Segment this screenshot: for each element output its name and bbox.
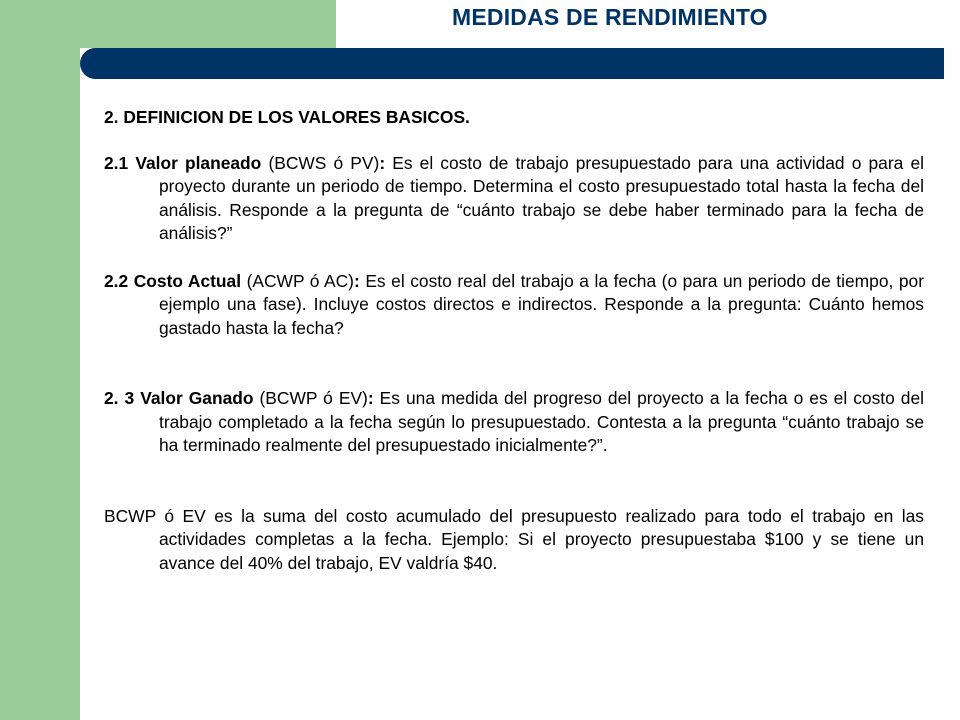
definition-number: 2. 3 <box>104 388 135 408</box>
top-accent-block <box>80 0 336 48</box>
definition-planned-value <box>104 152 924 246</box>
definition-earned-value <box>104 387 924 458</box>
definition-body: Es el costo real del trabajo a la fecha (o para un periodo de tiempo, por ejemplo una fase). Incluye costos directos e indirectos. Responde a la pregunta: Cuánto hemos gastado hasta la fecha? <box>159 270 925 338</box>
definition-term: Costo Actual <box>133 270 242 291</box>
definition-colon: : <box>353 270 360 291</box>
definition-body: Es el costo de trabajo presupuestado para una actividad o para el proyecto durante un periodo de tiempo. Determina el costo presupuestado total hasta la fecha del análisis. Responde a la pregunta de “cuánto trabajo se debe haber terminado para la fecha de análisis?” <box>159 152 924 243</box>
band-corner <box>80 79 120 99</box>
definition-number: 2.1 <box>104 152 129 173</box>
slide-title: MEDIDAS DE RENDIMIENTO <box>452 4 768 30</box>
definition-colon: : <box>379 152 386 173</box>
definition-body: Es una medida del progreso del proyecto a la fecha o es el costo del trabajo completado a la fecha según lo presupuestado. Contesta a la pregunta “cuánto trabajo se ha terminado realmente del presupuestado inicialmente?”. <box>159 388 924 455</box>
definition-actual-cost <box>104 270 924 341</box>
definition-abbr: (ACWP ó AC) <box>246 270 354 291</box>
definition-term: Valor Ganado <box>140 388 254 408</box>
left-accent-bar <box>0 0 80 720</box>
title-band <box>80 48 944 79</box>
definition-abbr: (BCWP ó EV) <box>259 388 368 408</box>
section-heading: 2. DEFINICION DE LOS VALORES BASICOS. <box>104 107 470 127</box>
definition-colon: : <box>367 388 374 408</box>
definition-term: Valor planeado <box>135 152 262 173</box>
closing-paragraph: BCWP ó EV es la suma del costo acumulado del presupuesto realizado para todo el trabajo en las actividades completas a la fecha. Ejemplo: Si el proyecto presupuestaba $100 y se tiene un avance del 40% del trabajo, EV valdría $40. <box>104 505 924 573</box>
definition-abbr: (BCWS ó PV) <box>268 152 380 173</box>
definition-number: 2.2 <box>104 270 129 291</box>
slide-body <box>104 106 924 575</box>
